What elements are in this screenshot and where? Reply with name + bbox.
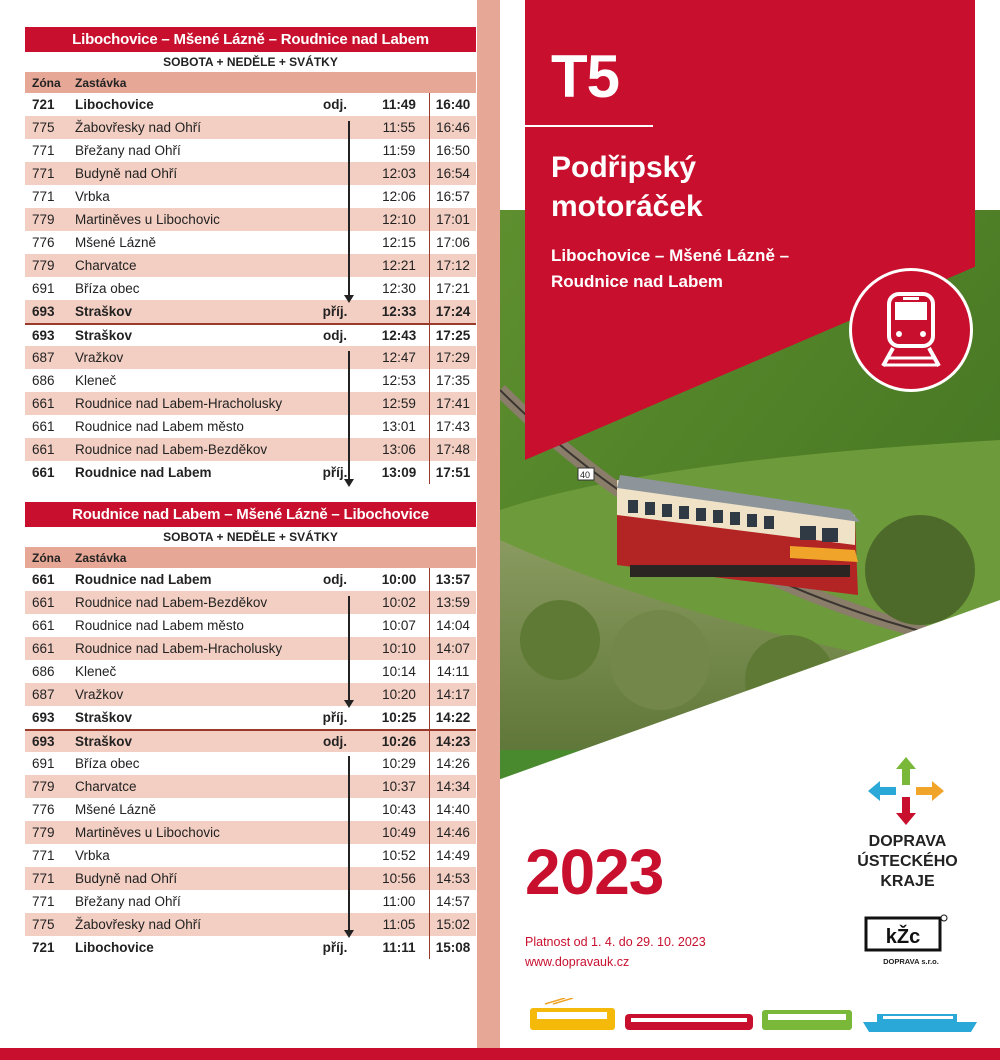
table-row — [25, 254, 476, 277]
stop-cell: Roudnice nad Labem-Hracholusky — [75, 396, 283, 411]
zone-cell: 693 — [32, 304, 55, 319]
mark-cell: odj. — [323, 572, 347, 587]
zone-cell: 686 — [32, 664, 55, 679]
zone-cell: 771 — [32, 848, 55, 863]
stop-cell: Žabovřesky nad Ohří — [75, 120, 202, 135]
doprava-logo-icon — [866, 755, 946, 827]
time-cell: 16:46 — [429, 116, 476, 139]
timetable-outbound — [25, 27, 476, 484]
table-row — [25, 392, 476, 415]
line-number: T5 — [551, 43, 620, 110]
time-cell: 17:35 — [429, 369, 476, 392]
zone-cell: 661 — [32, 442, 55, 457]
direction-arrow — [348, 596, 350, 706]
table-row — [25, 683, 476, 706]
time-cell: 12:21 — [382, 258, 416, 273]
table-row — [25, 844, 476, 867]
stop-cell: Břežany nad Ohří — [75, 894, 181, 909]
time-cell: 12:10 — [382, 212, 416, 227]
zone-cell: 693 — [32, 710, 55, 725]
mark-cell: odj. — [323, 734, 347, 749]
table-row — [25, 706, 476, 729]
stop-cell: Roudnice nad Labem-Bezděkov — [75, 595, 268, 610]
table-row — [25, 231, 476, 254]
stop-cell: Straškov — [75, 734, 133, 749]
stop-cell: Kleneč — [75, 373, 117, 388]
time-cell: 10:52 — [382, 848, 416, 863]
table-row — [25, 614, 476, 637]
table-header — [25, 548, 476, 568]
time-cell: 12:33 — [381, 304, 417, 319]
bottom-bar — [0, 1048, 1000, 1060]
time-cell: 12:53 — [382, 373, 416, 388]
time-cell: 10:43 — [382, 802, 416, 817]
stop-cell: Vrbka — [75, 189, 110, 204]
time-cell: 12:47 — [382, 350, 416, 365]
timetable-days: SOBOTA + NEDĚLE + SVÁTKY — [25, 527, 476, 548]
stop-cell: Roudnice nad Labem město — [75, 618, 244, 633]
time-cell: 13:01 — [382, 419, 416, 434]
stop-cell: Roudnice nad Labem — [75, 465, 212, 480]
table-row — [25, 591, 476, 614]
time-cell: 16:54 — [429, 162, 476, 185]
time-cell: 17:25 — [429, 325, 476, 346]
time-cell: 10:49 — [382, 825, 416, 840]
stop-cell: Straškov — [75, 304, 133, 319]
time-cell: 14:17 — [429, 683, 476, 706]
time-cell: 16:50 — [429, 139, 476, 162]
time-cell: 15:02 — [429, 913, 476, 936]
table-row — [25, 867, 476, 890]
table-row — [25, 116, 476, 139]
timetable-rows — [25, 568, 476, 959]
time-cell: 10:56 — [382, 871, 416, 886]
line-title: Podřipský motoráček — [551, 151, 703, 223]
stop-cell: Straškov — [75, 328, 133, 343]
mark-cell: odj. — [323, 328, 347, 343]
stop-cell: Vražkov — [75, 350, 124, 365]
time-cell: 11:55 — [382, 120, 416, 135]
year: 2023 — [525, 836, 664, 908]
time-cell: 10:29 — [382, 756, 416, 771]
zone-cell: 771 — [32, 166, 55, 181]
mark-cell: příj. — [322, 304, 348, 319]
stop-cell: Budyně nad Ohří — [75, 166, 178, 181]
stop-cell: Budyně nad Ohří — [75, 871, 178, 886]
table-row — [25, 461, 476, 484]
zone-cell: 661 — [32, 595, 55, 610]
zone-cell: 691 — [32, 281, 55, 296]
zone-cell: 661 — [32, 396, 55, 411]
stop-cell: Břežany nad Ohří — [75, 143, 181, 158]
zone-cell: 686 — [32, 373, 55, 388]
time-cell: 10:20 — [382, 687, 416, 702]
train-icon — [849, 268, 973, 392]
time-cell: 14:04 — [429, 614, 476, 637]
zone-cell: 691 — [32, 756, 55, 771]
zone-cell: 779 — [32, 258, 55, 273]
timetable-title: Libochovice – Mšené Lázně – Roudnice nad Labem — [25, 27, 476, 52]
stop-cell: Kleneč — [75, 664, 117, 679]
table-row — [25, 752, 476, 775]
time-cell: 14:40 — [429, 798, 476, 821]
time-cell: 17:12 — [429, 254, 476, 277]
time-cell: 10:10 — [382, 641, 416, 656]
zone-cell: 721 — [32, 940, 55, 955]
stop-cell: Libochovice — [75, 97, 154, 112]
table-row — [25, 936, 476, 959]
mark-cell: příj. — [322, 710, 348, 725]
stop-cell: Martiněves u Libochovic — [75, 212, 220, 227]
time-cell: 12:59 — [382, 396, 416, 411]
time-cell: 14:34 — [429, 775, 476, 798]
stop-cell: Mšené Lázně — [75, 802, 157, 817]
table-row — [25, 775, 476, 798]
table-row — [25, 798, 476, 821]
table-row — [25, 890, 476, 913]
bus-icon — [762, 1010, 852, 1030]
time-cell: 14:07 — [429, 637, 476, 660]
zone-cell: 661 — [32, 465, 55, 480]
stop-cell: Roudnice nad Labem — [75, 572, 212, 587]
time-cell: 17:43 — [429, 415, 476, 438]
boat-icon — [863, 1014, 977, 1032]
zone-cell: 693 — [32, 328, 55, 343]
table-row — [25, 913, 476, 936]
operator-name: DOPRAVA s.r.o. — [883, 957, 939, 966]
time-cell: 13:06 — [382, 442, 416, 457]
time-cell: 16:57 — [429, 185, 476, 208]
zone-cell: 771 — [32, 871, 55, 886]
stop-cell: Vrbka — [75, 848, 110, 863]
time-cell: 17:41 — [429, 392, 476, 415]
time-cell: 13:57 — [429, 568, 476, 591]
table-row — [25, 821, 476, 844]
zone-cell: 661 — [32, 419, 55, 434]
zone-cell: 775 — [32, 120, 55, 135]
table-row — [25, 185, 476, 208]
stop-cell: Bříza obec — [75, 281, 140, 296]
time-cell: 11:11 — [382, 940, 416, 955]
time-cell: 14:23 — [429, 731, 476, 752]
kzc-mark: kŽc — [885, 926, 921, 948]
zone-cell: 779 — [32, 212, 55, 227]
table-row — [25, 637, 476, 660]
stop-cell: Bříza obec — [75, 756, 140, 771]
trolleybus-icon — [530, 998, 615, 1030]
validity-info — [525, 932, 706, 972]
time-cell: 17:24 — [429, 300, 476, 323]
header-stop: Zastávka — [75, 76, 127, 90]
mark-cell: příj. — [322, 465, 348, 480]
zone-cell: 776 — [32, 235, 55, 250]
table-row — [25, 300, 476, 323]
zone-cell: 771 — [32, 189, 55, 204]
time-cell: 14:53 — [429, 867, 476, 890]
zone-cell: 661 — [32, 618, 55, 633]
time-cell: 11:59 — [382, 143, 416, 158]
table-row — [25, 208, 476, 231]
time-cell: 11:05 — [382, 917, 416, 932]
header-zone: Zóna — [32, 76, 61, 90]
time-cell: 12:06 — [382, 189, 416, 204]
time-cell: 17:21 — [429, 277, 476, 300]
direction-arrow — [348, 756, 350, 936]
time-cell: 10:07 — [382, 618, 416, 633]
svg-text:40: 40 — [580, 470, 591, 480]
direction-arrow — [348, 121, 350, 301]
table-row — [25, 438, 476, 461]
table-row — [25, 660, 476, 683]
zone-cell: 687 — [32, 687, 55, 702]
stop-cell: Roudnice nad Labem-Hracholusky — [75, 641, 283, 656]
time-cell: 14:57 — [429, 890, 476, 913]
zone-cell: 661 — [32, 572, 55, 587]
time-cell: 13:09 — [381, 465, 417, 480]
timetable-rows — [25, 93, 476, 484]
time-cell: 13:59 — [429, 591, 476, 614]
table-row — [25, 139, 476, 162]
zone-cell: 779 — [32, 825, 55, 840]
stop-cell: Roudnice nad Labem-Bezděkov — [75, 442, 268, 457]
time-cell: 12:43 — [381, 328, 417, 343]
stop-cell: Mšené Lázně — [75, 235, 157, 250]
time-cell: 14:26 — [429, 752, 476, 775]
time-cell: 17:51 — [429, 461, 476, 484]
table-row — [25, 415, 476, 438]
table-row — [25, 323, 476, 346]
time-cell: 11:00 — [382, 894, 416, 909]
time-cell: 12:15 — [382, 235, 416, 250]
time-cell: 10:37 — [382, 779, 416, 794]
divider — [525, 125, 653, 127]
table-header — [25, 73, 476, 93]
stop-cell: Roudnice nad Labem město — [75, 419, 244, 434]
zone-cell: 687 — [32, 350, 55, 365]
stop-cell: Charvatce — [75, 779, 137, 794]
time-cell: 16:40 — [429, 93, 476, 116]
time-cell: 17:06 — [429, 231, 476, 254]
table-row — [25, 729, 476, 752]
time-cell: 17:29 — [429, 346, 476, 369]
table-row — [25, 277, 476, 300]
kzc-logo-icon — [864, 914, 948, 954]
time-cell: 10:00 — [381, 572, 417, 587]
time-cell: 14:11 — [429, 660, 476, 683]
header-zone: Zóna — [32, 551, 61, 565]
header-stop: Zastávka — [75, 551, 127, 565]
time-cell: 12:03 — [382, 166, 416, 181]
stop-cell: Martiněves u Libochovic — [75, 825, 220, 840]
decorative-strip — [477, 0, 500, 1048]
zone-cell: 776 — [32, 802, 55, 817]
train-vehicle-icon — [625, 1014, 753, 1030]
zone-cell: 721 — [32, 97, 55, 112]
route-description: Libochovice – Mšené Lázně – Roudnice nad Labem — [551, 246, 790, 291]
time-cell: 17:01 — [429, 208, 476, 231]
mark-cell: příj. — [322, 940, 348, 955]
zone-cell: 771 — [32, 894, 55, 909]
zone-cell: 693 — [32, 734, 55, 749]
stop-cell: Straškov — [75, 710, 133, 725]
table-row — [25, 369, 476, 392]
zone-cell: 661 — [32, 641, 55, 656]
table-row — [25, 162, 476, 185]
mark-cell: odj. — [323, 97, 347, 112]
time-cell: 10:14 — [382, 664, 416, 679]
direction-arrow — [348, 351, 350, 485]
time-cell: 14:46 — [429, 821, 476, 844]
timetable-return — [25, 502, 476, 959]
stop-cell: Libochovice — [75, 940, 154, 955]
table-row — [25, 346, 476, 369]
table-row — [25, 93, 476, 116]
vehicle-icons — [525, 998, 985, 1034]
time-cell: 17:48 — [429, 438, 476, 461]
zone-cell: 775 — [32, 917, 55, 932]
time-cell: 15:08 — [429, 936, 476, 959]
stop-cell: Charvatce — [75, 258, 137, 273]
validity-dates: Platnost od 1. 4. do 29. 10. 2023 — [525, 935, 706, 949]
stop-cell: Vražkov — [75, 687, 124, 702]
zone-cell: 771 — [32, 143, 55, 158]
table-row — [25, 568, 476, 591]
time-cell: 10:25 — [381, 710, 417, 725]
time-cell: 12:30 — [382, 281, 416, 296]
doprava-logo-text: DOPRAVA ÚSTECKÉHO KRAJE — [857, 833, 958, 890]
time-cell: 14:22 — [429, 706, 476, 729]
time-cell: 10:02 — [382, 595, 416, 610]
website-link[interactable]: www.dopravauk.cz — [525, 955, 630, 969]
timetable-days: SOBOTA + NEDĚLE + SVÁTKY — [25, 52, 476, 73]
zone-cell: 779 — [32, 779, 55, 794]
timetable-title: Roudnice nad Labem – Mšené Lázně – Libochovice — [25, 502, 476, 527]
time-cell: 11:49 — [382, 97, 416, 112]
time-cell: 14:49 — [429, 844, 476, 867]
time-cell: 10:26 — [381, 734, 417, 749]
stop-cell: Žabovřesky nad Ohří — [75, 917, 202, 932]
